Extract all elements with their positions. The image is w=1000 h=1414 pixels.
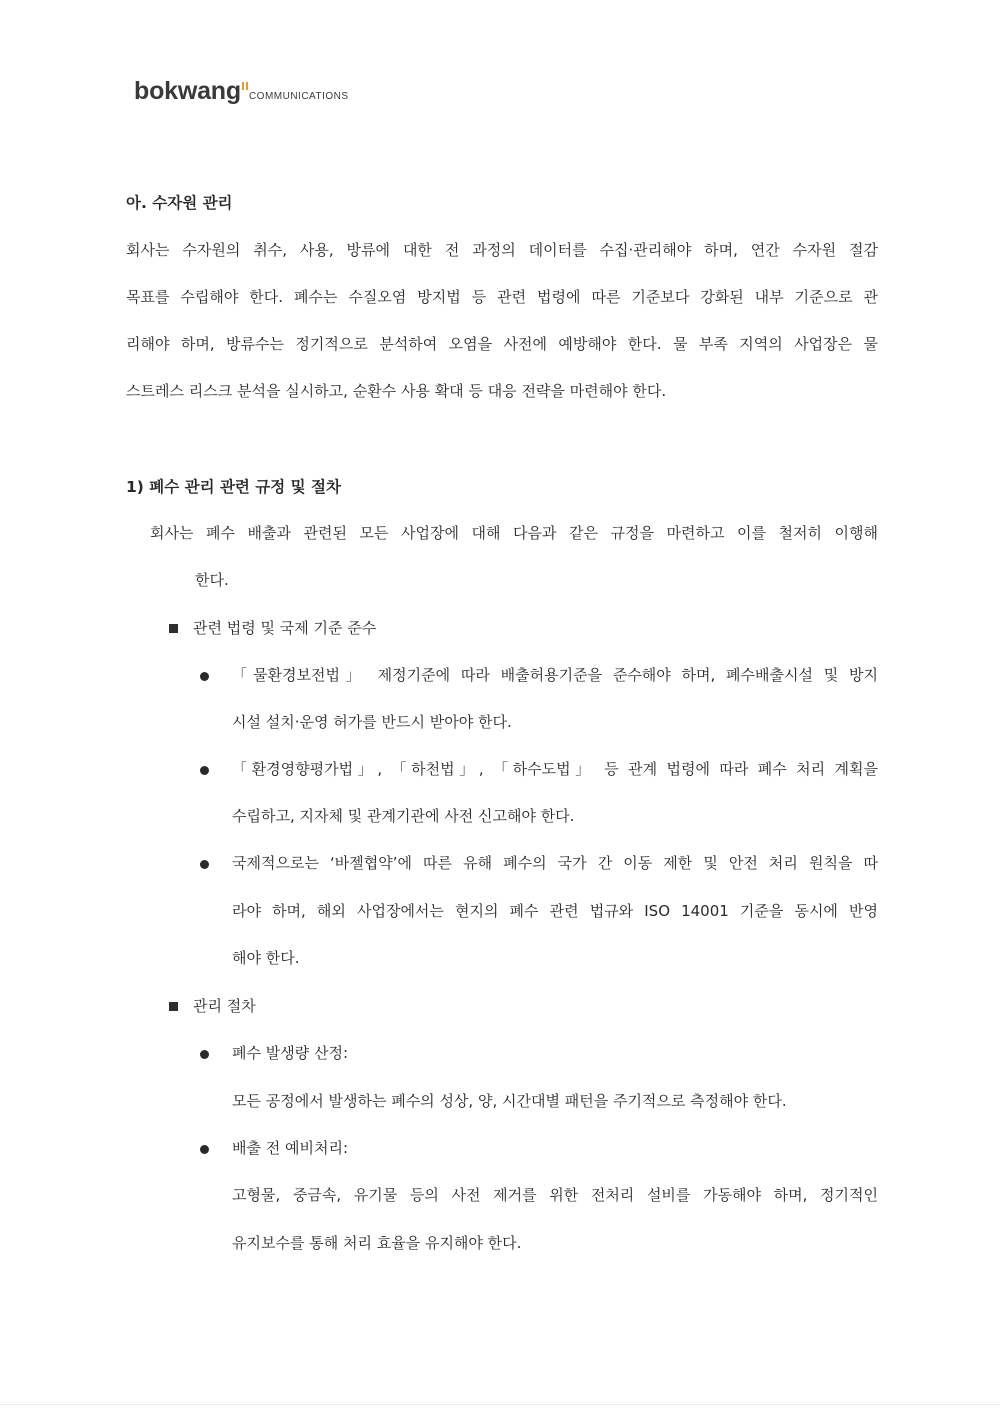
bullet-text-line: 유지보수를 통해 처리 효율을 유지해야 한다.: [232, 1234, 522, 1252]
bullet-text-line: 라야 하며, 해외 사업장에서는 현지의 폐수 관련 법규와 ISO 14001 기준을 동시에 반영: [232, 902, 878, 920]
round-bullet-icon: [200, 1145, 209, 1154]
page-bottom-edge: [0, 1404, 1000, 1405]
logo-wordmark: bokwang: [134, 77, 241, 105]
subsection-intro-line-1: 회사는 폐수 배출과 관련된 모든 사업장에 대해 다음과 같은 규정을 마련하고 이를 철저히 이행해: [150, 524, 878, 542]
bullet-label: 배출 전 예비처리:: [232, 1139, 349, 1157]
bullet-text-line: 국제적으로는 ‘바젤협약’에 따른 유해 폐수의 국가 간 이동 제한 및 안전 처리 원칙을 따: [232, 854, 878, 872]
round-bullet-icon: [200, 860, 209, 869]
section-paragraph-line-4: 스트레스 리스크 분석을 실시하고, 순환수 사용 확대 등 대응 전략을 마련해야 한다.: [126, 382, 667, 400]
group-title-procedure: 관리 절차: [193, 997, 256, 1015]
round-bullet-icon: [200, 1050, 209, 1059]
section-paragraph-line-1: 회사는 수자원의 취수, 사용, 방류에 대한 전 과정의 데이터를 수집·관리해야 하며, 연간 수자원 절감: [126, 241, 878, 259]
logo-accent-bars: [242, 82, 248, 90]
group-title-compliance: 관련 법령 및 국제 기준 준수: [193, 619, 377, 637]
company-logo: [134, 70, 349, 104]
section-heading: 아. 수자원 관리: [126, 194, 233, 212]
bullet-text-line: 수립하고, 지자체 및 관계기관에 사전 신고해야 한다.: [232, 807, 575, 825]
bullet-text-line: 「환경영향평가법」, 「하천법」, 「하수도법」 등 관계 법령에 따라 폐수 처리 계획을: [232, 760, 878, 778]
bullet-text-line: 「물환경보전법」 제정기준에 따라 배출허용기준을 준수해야 하며, 폐수배출시설 및 방지: [232, 666, 878, 684]
round-bullet-icon: [200, 672, 209, 681]
section-paragraph-line-2: 목표를 수립해야 한다. 폐수는 수질오염 방지법 등 관련 법령에 따른 기준보다 강화된 내부 기준으로 관: [126, 288, 878, 306]
bullet-label: 폐수 발생량 산정:: [232, 1044, 349, 1062]
square-bullet-icon: [169, 1002, 178, 1011]
bullet-text-line: 해야 한다.: [232, 949, 300, 967]
section-paragraph-line-3: 리해야 하며, 방류수는 정기적으로 분석하여 오염을 사전에 예방해야 한다. 물 부족 지역의 사업장은 물: [126, 335, 878, 353]
bullet-text-line: 모든 공정에서 발생하는 폐수의 성상, 양, 시간대별 패턴을 주기적으로 측정해야 한다.: [232, 1092, 787, 1110]
bullet-text-line: 시설 설치·운영 허가를 반드시 받아야 한다.: [232, 713, 512, 731]
square-bullet-icon: [169, 624, 178, 633]
round-bullet-icon: [200, 766, 209, 775]
subsection-intro-line-2: 한다.: [195, 571, 229, 589]
logo-subtitle: COMMUNICATIONS: [248, 91, 349, 102]
subsection-heading: 1) 폐수 관리 관련 규정 및 절차: [126, 478, 341, 496]
bullet-text-line: 고형물, 중금속, 유기물 등의 사전 제거를 위한 전처리 설비를 가동해야 하며, 정기적인: [232, 1186, 878, 1204]
